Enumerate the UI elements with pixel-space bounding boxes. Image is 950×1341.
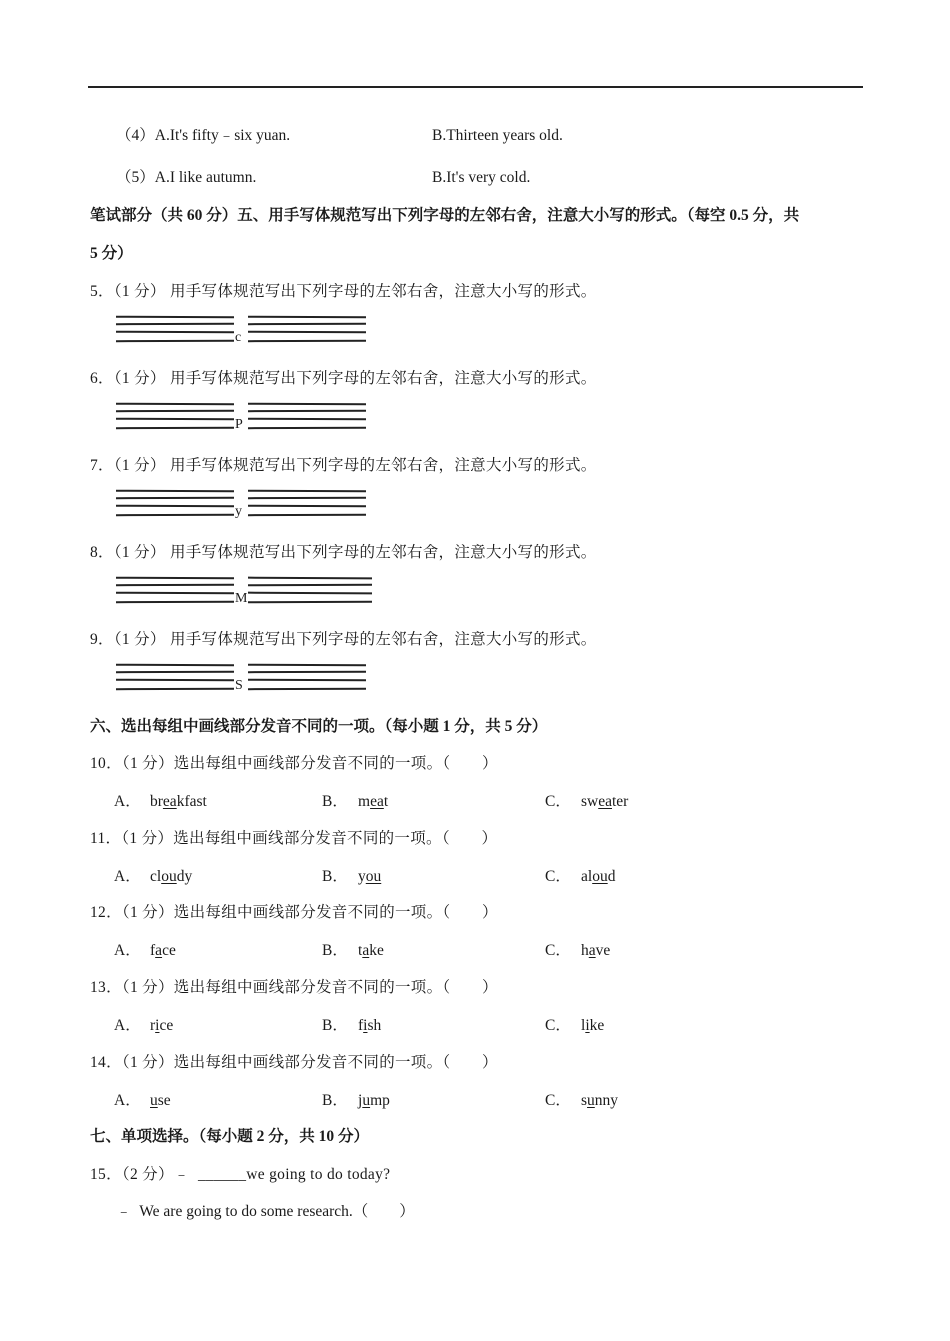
question-number: 14． [90, 1054, 122, 1071]
writing-line-left[interactable] [116, 316, 234, 319]
writing-line-left[interactable] [116, 505, 234, 508]
handwriting-question [90, 369, 597, 389]
writing-line-left[interactable] [116, 403, 234, 406]
phonics-question [90, 903, 498, 923]
writing-line-left[interactable] [116, 577, 234, 580]
word-part: se [157, 1092, 171, 1109]
word-part: ce [162, 942, 176, 959]
question-number: 10． [90, 755, 122, 772]
option-a: A.It's fifty﹣six yuan. [154, 127, 291, 144]
underlined-part: i [585, 1017, 590, 1034]
section-5-title: 笔试部分（共 60 分）五、用手写体规范写出下列字母的左邻右舍，注意大小写的形式。（每空 0.5 分，共 [90, 207, 800, 224]
writing-line-right[interactable] [248, 671, 366, 673]
option-label: B． [322, 1017, 348, 1034]
question-number: 7． [90, 457, 114, 474]
question-score: （1 分） [113, 370, 166, 387]
question-score: （1 分） [121, 979, 174, 996]
option-label: A． [114, 1017, 141, 1034]
question-score: （1 分） [121, 1054, 174, 1071]
word-part: t [358, 942, 363, 959]
question-score: （1 分） [113, 457, 166, 474]
writing-line-right[interactable] [248, 410, 366, 412]
given-letter: c [235, 330, 242, 345]
handwriting-question [90, 282, 597, 302]
writing-line-right[interactable] [248, 497, 366, 499]
phonics-question [90, 1053, 498, 1073]
underlined-part: i [363, 1017, 368, 1034]
question-score: （1 分） [113, 631, 166, 648]
option-c[interactable] [545, 941, 610, 961]
writing-line-right[interactable] [248, 323, 366, 325]
option-label: C． [545, 942, 571, 959]
option-label: A． [114, 793, 141, 810]
handwriting-question [90, 630, 597, 650]
word-part: f [150, 942, 156, 959]
writing-line-left[interactable] [116, 490, 234, 493]
writing-line-right[interactable] [248, 514, 366, 516]
question-number: 5． [90, 283, 114, 300]
option-a[interactable] [114, 867, 192, 887]
option-label: C． [545, 1092, 571, 1109]
option-b[interactable] [322, 792, 388, 812]
word-part: br [150, 793, 163, 810]
writing-line-left[interactable] [116, 323, 234, 325]
writing-line-left[interactable] [116, 584, 234, 586]
option-b[interactable] [322, 941, 384, 961]
option-label: B． [322, 1092, 348, 1109]
question-score: （1 分） [113, 544, 166, 561]
writing-line-right[interactable] [248, 316, 366, 319]
option-row-4 [116, 126, 290, 146]
writing-line-left[interactable] [116, 514, 234, 516]
writing-line-left[interactable] [116, 331, 234, 334]
underlined-part: ea [370, 793, 384, 810]
word-part: ce [159, 1017, 174, 1034]
question-text: 用手写体规范写出下列字母的左邻右舍，注意大小写的形式。 [169, 631, 597, 648]
underlined-part: u [150, 1092, 158, 1109]
question-15 [90, 1165, 390, 1185]
word-part: ve [595, 942, 611, 959]
handwriting-question [90, 543, 597, 563]
word-part: dy [176, 868, 193, 885]
question-text: 选出每组中画线部分发音不同的一项。（ ） [173, 904, 498, 921]
word-part: al [581, 868, 593, 885]
answer-blank[interactable]: ______ [197, 1166, 247, 1183]
word-part: mp [370, 1092, 390, 1109]
option-b: B.Thirteen years old. [432, 127, 563, 144]
underlined-part: ea [598, 793, 612, 810]
word-part: ter [612, 793, 629, 810]
writing-line-left[interactable] [116, 410, 234, 412]
underlined-part: a [362, 942, 370, 959]
answer-text[interactable]: We are going to do some research.（ ） [139, 1203, 415, 1220]
option-b[interactable] [322, 1016, 381, 1036]
question-score: （1 分） [121, 755, 174, 772]
writing-line-right[interactable] [248, 577, 372, 580]
question-text: 选出每组中画线部分发音不同的一项。（ ） [173, 830, 498, 847]
option-c[interactable] [545, 1016, 604, 1036]
question-text: we going to do today? [246, 1166, 391, 1183]
writing-line-right[interactable] [248, 664, 366, 667]
writing-line-right[interactable] [248, 403, 366, 406]
writing-line-left[interactable] [116, 418, 234, 421]
option-row-num: （5） [116, 169, 155, 186]
writing-line-left[interactable] [116, 664, 234, 667]
writing-line-right[interactable] [248, 331, 366, 334]
writing-line-right[interactable] [248, 584, 372, 586]
word-part: sw [581, 793, 599, 810]
word-part: y [358, 868, 366, 885]
option-label: C． [545, 868, 571, 885]
question-text: 用手写体规范写出下列字母的左邻右舍，注意大小写的形式。 [169, 283, 597, 300]
underlined-part: ou [365, 868, 382, 885]
given-letter: P [235, 417, 243, 432]
word-part: r [150, 1017, 156, 1034]
option-label: B． [322, 793, 348, 810]
option-label: C． [545, 1017, 571, 1034]
question-15-answer [116, 1202, 415, 1222]
phonics-question [90, 978, 498, 998]
dash: ﹣ [116, 1203, 132, 1220]
word-part: j [358, 1092, 363, 1109]
question-score: （1 分） [113, 283, 166, 300]
phonics-question [90, 754, 498, 774]
given-letter: S [235, 678, 243, 693]
option-label: B． [322, 868, 348, 885]
option-label: A． [114, 868, 141, 885]
writing-line-right[interactable] [248, 505, 366, 508]
question-number: 13． [90, 979, 122, 996]
writing-line-left[interactable] [116, 601, 234, 603]
writing-line-left[interactable] [116, 592, 234, 595]
underlined-part: a [155, 942, 163, 959]
option-label: A． [114, 1092, 141, 1109]
word-part: sh [367, 1017, 382, 1034]
word-part: nny [594, 1092, 619, 1109]
option-a: A.I like autumn. [154, 169, 257, 186]
word-part: ke [369, 942, 384, 959]
question-text: 用手写体规范写出下列字母的左邻右舍，注意大小写的形式。 [169, 370, 597, 387]
question-text: 用手写体规范写出下列字母的左邻右舍，注意大小写的形式。 [169, 544, 597, 561]
underlined-part: u [362, 1092, 371, 1109]
underlined-part: ou [161, 868, 177, 885]
question-number: 15． [90, 1166, 122, 1183]
option-c[interactable] [545, 792, 628, 812]
question-number: 11． [90, 830, 122, 847]
question-score: （2 分） [121, 1166, 174, 1183]
question-text: 选出每组中画线部分发音不同的一项。（ ） [173, 979, 498, 996]
word-part: t [383, 793, 389, 810]
header-rule [88, 86, 863, 88]
word-part: s [581, 1092, 588, 1109]
given-letter: M [235, 591, 248, 606]
writing-line-right[interactable] [248, 679, 366, 682]
section-6-title: 六、选出每组中画线部分发音不同的一项。（每小题 1 分，共 5 分） [90, 718, 548, 735]
option-label: B． [322, 942, 348, 959]
word-part: kfast [176, 793, 207, 810]
writing-line-left[interactable] [116, 427, 234, 429]
option-row-num: （4） [116, 127, 155, 144]
writing-line-left[interactable] [116, 671, 234, 673]
option-b[interactable] [322, 867, 381, 887]
question-text: 选出每组中画线部分发音不同的一项。（ ） [173, 1054, 498, 1071]
word-part: l [581, 1017, 586, 1034]
option-c[interactable] [545, 867, 615, 887]
word-part: cl [150, 868, 162, 885]
writing-line-left[interactable] [116, 688, 234, 690]
question-number: 12． [90, 904, 122, 921]
underlined-part: u [587, 1092, 595, 1109]
underlined-part: a [588, 942, 596, 959]
question-number: 6． [90, 370, 114, 387]
writing-line-left[interactable] [116, 679, 234, 682]
question-number: 8． [90, 544, 114, 561]
writing-line-right[interactable] [248, 340, 366, 342]
option-label: C． [545, 793, 571, 810]
word-part: ke [589, 1017, 605, 1034]
option-a[interactable] [114, 1016, 173, 1036]
option-a[interactable] [114, 792, 207, 812]
underlined-part: i [155, 1017, 160, 1034]
question-text: 用手写体规范写出下列字母的左邻右舍，注意大小写的形式。 [169, 457, 597, 474]
question-score: （1 分） [121, 904, 174, 921]
option-b: B.It's very cold. [432, 169, 531, 186]
writing-line-right[interactable] [248, 490, 366, 493]
word-part: h [581, 942, 589, 959]
writing-line-right[interactable] [248, 592, 372, 595]
given-letter: y [235, 504, 242, 519]
underlined-part: ea [162, 793, 177, 810]
word-part: d [607, 868, 616, 885]
writing-line-right[interactable] [248, 427, 366, 429]
option-label: A． [114, 942, 141, 959]
option-row-5 [116, 168, 256, 188]
question-number: 9． [90, 631, 114, 648]
writing-line-right[interactable] [248, 601, 372, 603]
word-part: f [358, 1017, 364, 1034]
writing-line-left[interactable] [116, 340, 234, 342]
option-a[interactable] [114, 1091, 171, 1111]
handwriting-question [90, 456, 597, 476]
question-score: （1 分） [121, 830, 174, 847]
option-c[interactable] [545, 1091, 618, 1111]
writing-line-right[interactable] [248, 688, 366, 690]
dash: ﹣ [173, 1166, 190, 1183]
word-part: m [358, 793, 371, 810]
section-7-title: 七、单项选择。（每小题 2 分，共 10 分） [90, 1128, 370, 1145]
option-b[interactable] [322, 1091, 390, 1111]
question-text: 选出每组中画线部分发音不同的一项。（ ） [173, 755, 498, 772]
writing-line-right[interactable] [248, 418, 366, 421]
underlined-part: ou [592, 868, 608, 885]
writing-line-left[interactable] [116, 497, 234, 499]
phonics-question [90, 829, 497, 849]
section-5-title-cont: 5 分） [90, 245, 133, 262]
option-a[interactable] [114, 941, 176, 961]
